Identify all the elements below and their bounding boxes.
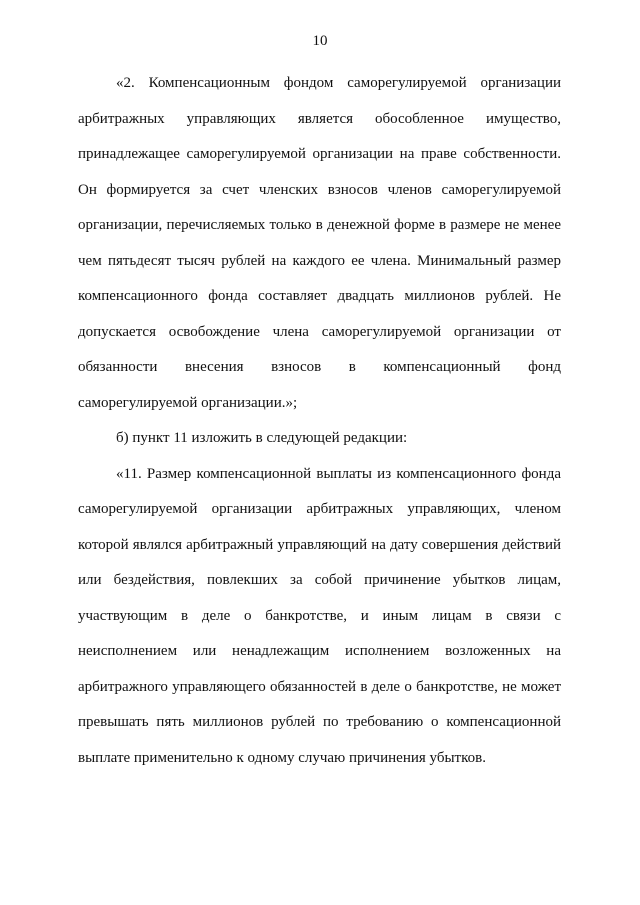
document-body <box>78 66 561 776</box>
paragraph-compensation-fund: «2. Компенсационным фондом саморегулируемой организации арбитражных управляющих является обособленное имущество, принадлежащее саморегулируемой организации на праве собственности. Он формируется за счет членских взносов членов саморегулируемой организации, перечисляемых только в денежной форме в размере не менее чем пятьдесят тысяч рублей на каждого ее члена. Минимальный размер компенсационного фонда составляет двадцать миллионов рублей. Не допускается освобождение члена саморегулируемой организации от обязанности внесения взносов в компенсационный фонд саморегулируемой организации.»; <box>78 75 561 411</box>
page-number: 10 <box>312 33 328 49</box>
paragraph-amendment-instruction: б) пункт 11 изложить в следующей редакции: <box>116 430 408 446</box>
paragraph-compensation-payment: «11. Размер компенсационной выплаты из компенсационного фонда саморегулируемой организации арбитражных управляющих, членом которой являлся арбитражный управляющий на дату совершения действий или бездействия, повлекших за собой причинение убытков лицам, участвующим в деле о банкротстве, и иным лицам в связи с неисполнением или ненадлежащим исполнением возложенных на арбитражного управляющего обязанностей в деле о банкротстве, не может превышать пять миллионов рублей по требованию о компенсационной выплате применительно к одному случаю причинения убытков. <box>78 465 561 766</box>
